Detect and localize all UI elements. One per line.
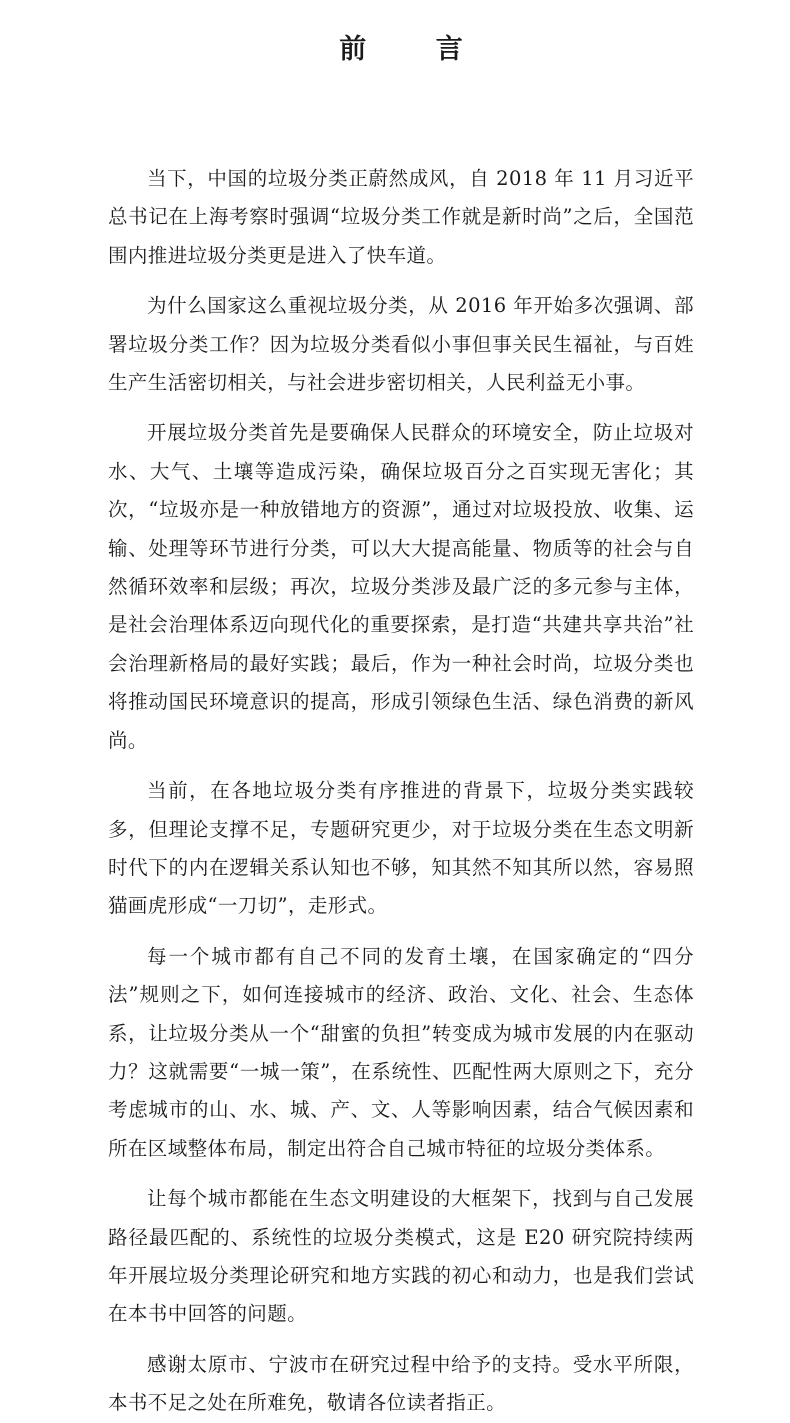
paragraph-6: 让每个城市都能在生态文明建设的大框架下，找到与自己发展路径最匹配的、系统性的垃圾分类模式，这是 E20 研究院持续两年开展垃圾分类理论研究和地方实践的初心和动力，也是我们尝试在本书中回答的问题。	[108, 1187, 694, 1326]
paragraph-3: 开展垃圾分类首先是要确保人民群众的环境安全，防止垃圾对水、大气、土壤等造成污染，确保垃圾百分之百实现无害化；其次，“垃圾亦是一种放错地方的资源”，通过对垃圾投放、收集、运输、处理等环节进行分类，可以大大提高能量、物质等的社会与自然循环效率和层级；再次，垃圾分类涉及最广泛的多元参与主体，是社会治理体系迈向现代化的重要探索，是打造“共建共享共治”社会治理新格局的最好实践；最后，作为一种社会时尚，垃圾分类也将推动国民环境意识的提高，形成引领绿色生活、绿色消费的新风尚。	[108, 421, 694, 752]
paragraph-4: 当前，在各地垃圾分类有序推进的背景下，垃圾分类实践较多，但理论支撑不足，专题研究更少，对于垃圾分类在生态文明新时代下的内在逻辑关系认知也不够，知其然不知其所以然，容易照猫画虎形成“一刀切”，走形式。	[108, 779, 694, 918]
paragraph-7: 感谢太原市、宁波市在研究过程中给予的支持。受水平所限，本书不足之处在所难免，敬请各位读者指正。	[108, 1352, 694, 1415]
page-title: 前 言	[339, 34, 493, 65]
paragraph-2: 为什么国家这么重视垃圾分类，从 2016 年开始多次强调、部署垃圾分类工作？因为垃圾分类看似小事但事关民生福祉，与百姓生产生活密切相关，与社会进步密切相关，人民利益无小事。	[108, 294, 694, 395]
paragraph-1: 当下，中国的垃圾分类正蔚然成风，自 2018 年 11 月习近平总书记在上海考察时强调“垃圾分类工作就是新时尚”之后，全国范围内推进垃圾分类更是进入了快车道。	[108, 167, 694, 267]
paragraph-5: 每一个城市都有自己不同的发育土壤，在国家确定的“四分法”规则之下，如何连接城市的经济、政治、文化、社会、生态体系，让垃圾分类从一个“甜蜜的负担”转变成为城市发展的内在驱动力？这就需要“一城一策”，在系统性、匹配性两大原则之下，充分考虑城市的山、水、城、产、文、人等影响因素，结合气候因素和所在区域整体布局，制定出符合自己城市特征的垃圾分类体系。	[108, 944, 694, 1160]
